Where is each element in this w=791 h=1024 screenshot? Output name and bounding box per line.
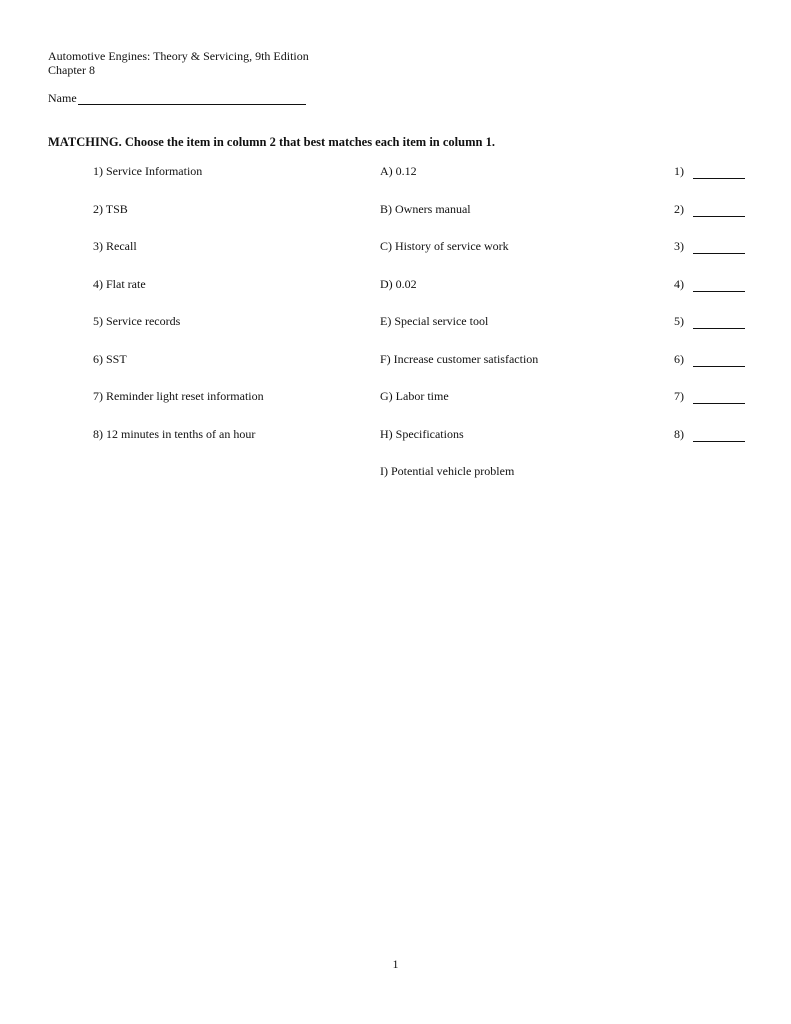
answer-number: 5) xyxy=(674,314,684,328)
column2-option: F) Increase customer satisfaction xyxy=(380,352,539,366)
matching-row xyxy=(0,388,791,404)
answer-number: 8) xyxy=(674,427,684,441)
book-title: Automotive Engines: Theory & Servicing, 9th Edition xyxy=(48,49,309,63)
answer-number: 6) xyxy=(674,352,684,366)
column1-item: 2) TSB xyxy=(93,202,128,216)
answer-number: 2) xyxy=(674,202,684,216)
answer-blank[interactable] xyxy=(693,240,745,254)
matching-row xyxy=(0,163,791,179)
matching-row xyxy=(0,276,791,292)
answer-slot xyxy=(674,238,745,254)
answer-blank[interactable] xyxy=(693,165,745,179)
name-field-row xyxy=(48,91,306,105)
answer-slot xyxy=(674,351,745,367)
column1-item: 5) Service records xyxy=(93,314,181,328)
column1-item: 8) 12 minutes in tenths of an hour xyxy=(93,427,256,441)
column2-option: E) Special service tool xyxy=(380,314,489,328)
column2-option: H) Specifications xyxy=(380,427,464,441)
column2-option: B) Owners manual xyxy=(380,202,471,216)
column1-item: 3) Recall xyxy=(93,239,137,253)
answer-number: 4) xyxy=(674,277,684,291)
answer-blank[interactable] xyxy=(693,428,745,442)
answer-slot xyxy=(674,163,745,179)
column2-option: A) 0.12 xyxy=(380,164,417,178)
name-label: Name xyxy=(48,91,77,105)
matching-row xyxy=(0,238,791,254)
column2-option: I) Potential vehicle problem xyxy=(380,464,515,478)
answer-slot xyxy=(674,388,745,404)
column1-item: 4) Flat rate xyxy=(93,277,146,291)
answer-number: 3) xyxy=(674,239,684,253)
answer-number: 7) xyxy=(674,389,684,403)
column2-option: C) History of service work xyxy=(380,239,509,253)
chapter-label: Chapter 8 xyxy=(48,63,95,77)
answer-number: 1) xyxy=(674,164,684,178)
instructions: MATCHING. Choose the item in column 2 that best matches each item in column 1. xyxy=(48,135,495,149)
column2-option: D) 0.02 xyxy=(380,277,417,291)
matching-row xyxy=(0,426,791,442)
answer-slot xyxy=(674,313,745,329)
matching-row xyxy=(0,201,791,217)
column1-item: 6) SST xyxy=(93,352,127,366)
matching-row xyxy=(0,351,791,367)
answer-slot xyxy=(674,426,745,442)
page-number: 1 xyxy=(392,957,399,971)
answer-blank[interactable] xyxy=(693,390,745,404)
matching-row xyxy=(0,463,791,479)
column1-item: 1) Service Information xyxy=(93,164,203,178)
answer-slot xyxy=(674,276,745,292)
answer-slot xyxy=(674,201,745,217)
column2-option: G) Labor time xyxy=(380,389,449,403)
answer-blank[interactable] xyxy=(693,315,745,329)
answer-blank[interactable] xyxy=(693,353,745,367)
matching-row xyxy=(0,313,791,329)
answer-blank[interactable] xyxy=(693,278,745,292)
answer-blank[interactable] xyxy=(693,203,745,217)
column1-item: 7) Reminder light reset information xyxy=(93,389,264,403)
name-blank[interactable] xyxy=(78,93,306,105)
